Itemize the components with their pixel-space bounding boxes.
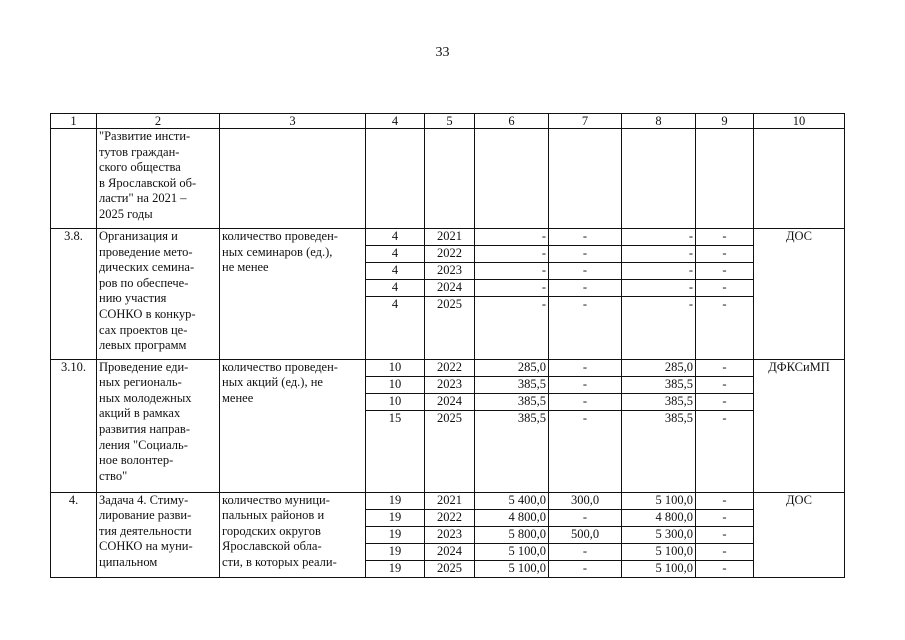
amount-col9: -: [696, 376, 754, 393]
amount-col9: -: [696, 526, 754, 543]
indicator-value: 10: [366, 393, 425, 410]
indicator-value: 15: [366, 410, 425, 492]
indicator-value: 19: [366, 509, 425, 526]
total-amount: 385,5: [475, 393, 549, 410]
page-number: 33: [435, 45, 450, 60]
amount-col9: -: [696, 229, 754, 246]
year: 2023: [425, 376, 475, 393]
amount-col7: -: [549, 279, 622, 296]
year: 2025: [425, 560, 475, 577]
amount-col7: -: [549, 393, 622, 410]
amount-col9: -: [696, 279, 754, 296]
item-indicator: количество проведен- ных семинаров (ед.), не менее: [220, 229, 366, 360]
continuation-empty-cell: [549, 129, 622, 229]
amount-col7: 300,0: [549, 492, 622, 509]
header-cell: 2: [97, 114, 220, 129]
program-table: [50, 113, 845, 578]
year: 2022: [425, 245, 475, 262]
amount-col7: 500,0: [549, 526, 622, 543]
total-amount: 5 100,0: [475, 560, 549, 577]
continuation-empty-cell: [622, 129, 696, 229]
amount-col9: -: [696, 296, 754, 359]
continuation-empty-cell: [425, 129, 475, 229]
amount-col8: 5 300,0: [622, 526, 696, 543]
executor: ДФКСиМП: [754, 359, 845, 492]
total-amount: -: [475, 245, 549, 262]
header-cell: 8: [622, 114, 696, 129]
table-row: [51, 229, 845, 246]
year: 2021: [425, 492, 475, 509]
amount-col9: -: [696, 359, 754, 376]
total-amount: 5 400,0: [475, 492, 549, 509]
header-cell: 1: [51, 114, 97, 129]
amount-col8: -: [622, 296, 696, 359]
indicator-value: 4: [366, 279, 425, 296]
amount-col9: -: [696, 543, 754, 560]
amount-col8: 285,0: [622, 359, 696, 376]
amount-col8: 5 100,0: [622, 543, 696, 560]
header-cell: 10: [754, 114, 845, 129]
continuation-row: [51, 129, 845, 229]
amount-col9: -: [696, 560, 754, 577]
item-name: Организация и проведение мето- дических семина- ров по обеспече- нию участия СОНКО в конкур- сах проектов це- левых программ: [97, 229, 220, 360]
item-number: 3.8.: [51, 229, 97, 360]
amount-col7: -: [549, 262, 622, 279]
header-cell: 9: [696, 114, 754, 129]
item-name: Задача 4. Стиму- лирование разви- тия деятельности СОНКО на муни- ципальном: [97, 492, 220, 577]
year: 2023: [425, 262, 475, 279]
amount-col7: -: [549, 410, 622, 492]
amount-col8: -: [622, 262, 696, 279]
continuation-name: "Развитие инсти- тутов граждан- ского общества в Ярославской об- ласти" на 2021 – 2025 годы: [97, 129, 220, 229]
indicator-value: 19: [366, 543, 425, 560]
amount-col8: 5 100,0: [622, 492, 696, 509]
amount-col7: -: [549, 560, 622, 577]
amount-col8: 385,5: [622, 376, 696, 393]
total-amount: -: [475, 262, 549, 279]
indicator-value: 19: [366, 492, 425, 509]
amount-col8: -: [622, 229, 696, 246]
amount-col7: -: [549, 509, 622, 526]
continuation-empty-cell: [475, 129, 549, 229]
total-amount: 5 800,0: [475, 526, 549, 543]
year: 2022: [425, 509, 475, 526]
year: 2024: [425, 279, 475, 296]
header-cell: 5: [425, 114, 475, 129]
header-cell: 6: [475, 114, 549, 129]
indicator-value: 4: [366, 245, 425, 262]
header-cell: 4: [366, 114, 425, 129]
amount-col9: -: [696, 262, 754, 279]
continuation-indicator-cell: [220, 129, 366, 229]
executor: ДОС: [754, 229, 845, 360]
indicator-value: 10: [366, 376, 425, 393]
year: 2024: [425, 393, 475, 410]
amount-col8: -: [622, 279, 696, 296]
header-cell: 3: [220, 114, 366, 129]
amount-col8: 5 100,0: [622, 560, 696, 577]
amount-col9: -: [696, 410, 754, 492]
year: 2023: [425, 526, 475, 543]
total-amount: 385,5: [475, 410, 549, 492]
amount-col7: -: [549, 376, 622, 393]
continuation-number-cell: [51, 129, 97, 229]
total-amount: 4 800,0: [475, 509, 549, 526]
amount-col9: -: [696, 509, 754, 526]
amount-col9: -: [696, 492, 754, 509]
amount-col7: -: [549, 296, 622, 359]
continuation-empty-cell: [696, 129, 754, 229]
amount-col7: -: [549, 229, 622, 246]
year: 2025: [425, 296, 475, 359]
header-row: [51, 114, 845, 129]
total-amount: 5 100,0: [475, 543, 549, 560]
amount-col9: -: [696, 245, 754, 262]
item-name: Проведение еди- ных региональ- ных молодежных акций в рамках развития направ- ления "Социаль- ное волонтер- ство": [97, 359, 220, 492]
item-number: 4.: [51, 492, 97, 577]
table-row: [51, 492, 845, 509]
total-amount: -: [475, 279, 549, 296]
amount-col7: -: [549, 245, 622, 262]
continuation-empty-cell: [754, 129, 845, 229]
year: 2024: [425, 543, 475, 560]
indicator-value: 10: [366, 359, 425, 376]
amount-col8: -: [622, 245, 696, 262]
item-indicator: количество проведен- ных акций (ед.), не менее: [220, 359, 366, 492]
header-cell: 7: [549, 114, 622, 129]
amount-col8: 385,5: [622, 393, 696, 410]
indicator-value: 19: [366, 526, 425, 543]
year: 2021: [425, 229, 475, 246]
total-amount: 285,0: [475, 359, 549, 376]
table-row: [51, 359, 845, 376]
total-amount: 385,5: [475, 376, 549, 393]
total-amount: -: [475, 296, 549, 359]
year: 2025: [425, 410, 475, 492]
amount-col8: 4 800,0: [622, 509, 696, 526]
amount-col7: -: [549, 359, 622, 376]
amount-col7: -: [549, 543, 622, 560]
indicator-value: 19: [366, 560, 425, 577]
indicator-value: 4: [366, 262, 425, 279]
indicator-value: 4: [366, 229, 425, 246]
executor: ДОС: [754, 492, 845, 577]
item-number: 3.10.: [51, 359, 97, 492]
amount-col8: 385,5: [622, 410, 696, 492]
indicator-value: 4: [366, 296, 425, 359]
continuation-empty-cell: [366, 129, 425, 229]
total-amount: -: [475, 229, 549, 246]
item-indicator: количество муници- пальных районов и городских округов Ярославской обла- сти, в которых реали-: [220, 492, 366, 577]
year: 2022: [425, 359, 475, 376]
amount-col9: -: [696, 393, 754, 410]
